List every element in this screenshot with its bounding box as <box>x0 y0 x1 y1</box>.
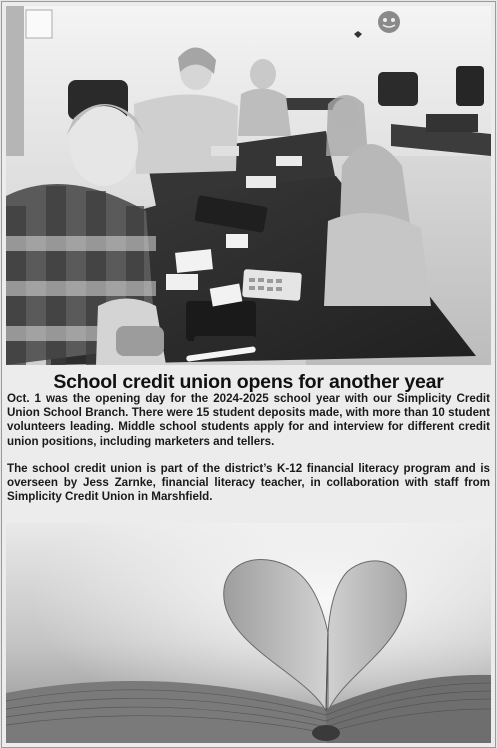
book-heart-illustration <box>6 523 491 743</box>
classroom-photo-illustration <box>6 6 491 365</box>
article-headline: School credit union opens for another year <box>53 371 444 393</box>
article-paragraph-1: Oct. 1 was the opening day for the 2024-2025 school year with our Simplicity Credit Union School Branch. There were 15 student deposits made, with more than 10 student volunteers leading. Middle school students apply for and interview for different credit union positions, including marketers and tellers. <box>7 392 490 448</box>
classroom-photo <box>6 6 491 365</box>
article-body <box>7 392 490 517</box>
article-paragraph-2: The school credit union is part of the district’s K-12 financial literacy program and is overseen by Jess Zarnke, financial literacy teacher, in collaboration with staff from Simplicity Credit Union in Marshfield. <box>7 461 490 504</box>
book-heart-photo <box>6 523 491 743</box>
